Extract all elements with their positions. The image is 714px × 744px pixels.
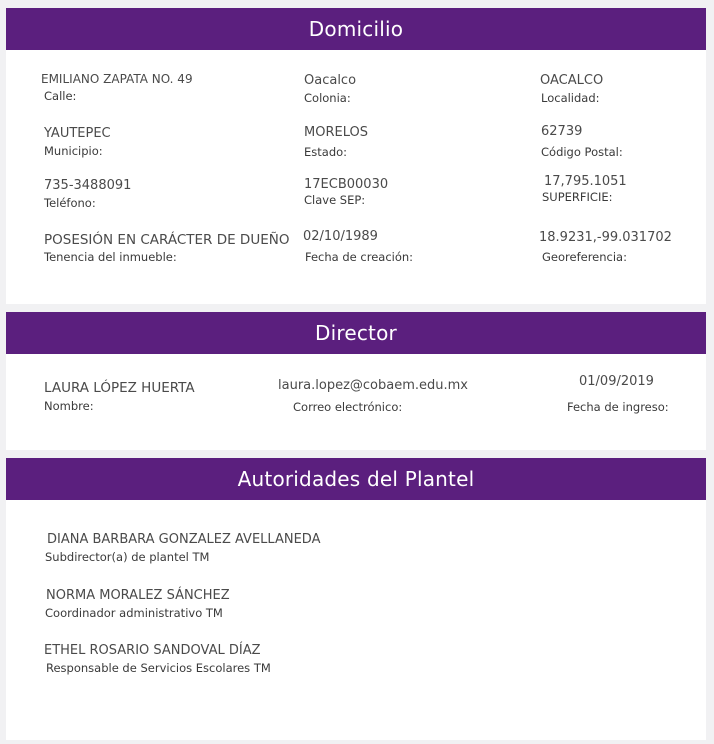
colonia-value: Oacalco bbox=[304, 73, 357, 88]
georeferencia-value: 18.9231,-99.031702 bbox=[539, 230, 672, 245]
director-title: Director bbox=[315, 321, 397, 345]
field-clave-sep bbox=[304, 177, 388, 208]
field-superficie bbox=[542, 174, 627, 205]
field-fecha-creacion bbox=[303, 229, 413, 265]
autoridad-name: ETHEL ROSARIO SANDOVAL DÍAZ bbox=[44, 643, 261, 658]
colonia-label: Colonia: bbox=[304, 91, 351, 105]
tenencia-value: POSESIÓN EN CARÁCTER DE DUEÑO bbox=[44, 232, 290, 248]
localidad-value: OACALCO bbox=[540, 73, 604, 88]
superficie-value: 17,795.1051 bbox=[544, 174, 627, 189]
calle-label: Calle: bbox=[44, 89, 77, 103]
fecha-creacion-value: 02/10/1989 bbox=[303, 229, 378, 244]
superficie-label: SUPERFICIE: bbox=[542, 190, 613, 204]
codigo-postal-value: 62739 bbox=[541, 124, 583, 139]
clave-sep-value: 17ECB00030 bbox=[304, 177, 389, 192]
autoridad-coordinador bbox=[45, 588, 230, 621]
telefono-label: Teléfono: bbox=[44, 196, 96, 210]
autoridad-subdirector bbox=[45, 532, 320, 565]
telefono-value: 735-3488091 bbox=[44, 178, 132, 193]
field-director-fecha-ingreso bbox=[567, 374, 669, 415]
clave-sep-label: Clave SEP: bbox=[304, 193, 366, 207]
fecha-creacion-label: Fecha de creación: bbox=[305, 250, 414, 264]
autoridad-name: DIANA BARBARA GONZALEZ AVELLANEDA bbox=[47, 532, 321, 547]
domicilio-title: Domicilio bbox=[308, 17, 404, 41]
autoridades-header bbox=[6, 458, 706, 500]
field-director-correo bbox=[278, 378, 468, 415]
municipio-value: YAUTEPEC bbox=[44, 126, 111, 141]
director-header bbox=[6, 312, 706, 354]
estado-value: MORELOS bbox=[304, 125, 368, 140]
field-telefono bbox=[44, 178, 131, 211]
field-calle bbox=[41, 71, 193, 104]
field-georeferencia bbox=[539, 230, 672, 265]
autoridad-role: Responsable de Servicios Escolares TM bbox=[46, 661, 271, 675]
field-estado bbox=[304, 125, 368, 160]
director-fecha-ingreso-label: Fecha de ingreso: bbox=[567, 400, 669, 414]
field-municipio bbox=[44, 126, 111, 159]
director-correo-value: laura.lopez@cobaem.edu.mx bbox=[278, 378, 468, 393]
tenencia-label: Tenencia del inmueble: bbox=[44, 250, 177, 264]
autoridad-servicios-escolares bbox=[44, 643, 271, 676]
director-nombre-value: LAURA LÓPEZ HUERTA bbox=[44, 380, 195, 396]
domicilio-header bbox=[6, 8, 706, 50]
autoridad-role: Coordinador administrativo TM bbox=[45, 606, 223, 620]
field-codigo-postal bbox=[541, 124, 623, 160]
autoridad-role: Subdirector(a) de plantel TM bbox=[45, 550, 210, 564]
director-nombre-label: Nombre: bbox=[44, 399, 94, 413]
director-correo-label: Correo electrónico: bbox=[293, 400, 403, 414]
field-colonia bbox=[304, 73, 356, 106]
localidad-label: Localidad: bbox=[541, 91, 600, 105]
autoridades-title: Autoridades del Plantel bbox=[237, 467, 475, 491]
georeferencia-label: Georeferencia: bbox=[542, 250, 627, 264]
autoridad-name: NORMA MORALEZ SÁNCHEZ bbox=[46, 588, 230, 603]
estado-label: Estado: bbox=[304, 145, 348, 159]
field-tenencia bbox=[44, 232, 289, 265]
municipio-label: Municipio: bbox=[44, 144, 103, 158]
calle-value: EMILIANO ZAPATA NO. 49 bbox=[41, 72, 193, 86]
director-fecha-ingreso-value: 01/09/2019 bbox=[579, 374, 654, 389]
codigo-postal-label: Código Postal: bbox=[541, 145, 623, 159]
field-director-nombre bbox=[44, 380, 195, 414]
field-localidad bbox=[540, 73, 603, 106]
